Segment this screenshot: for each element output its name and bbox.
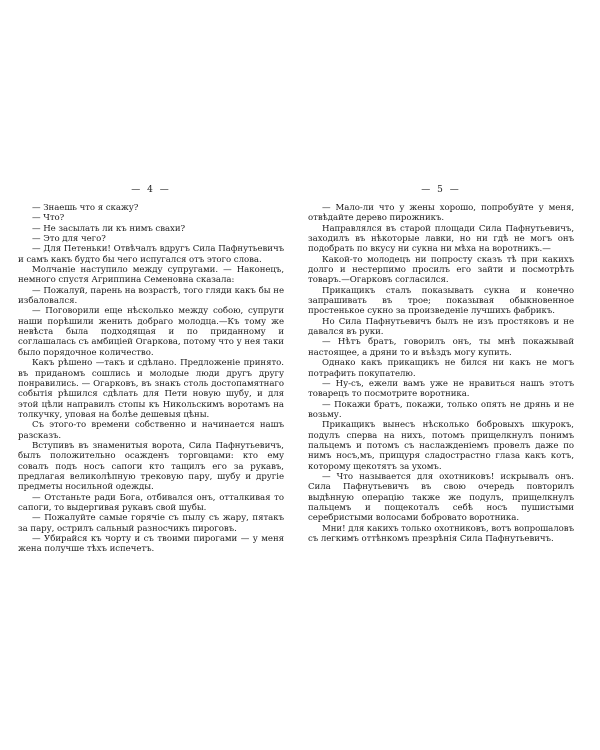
paragraph: — Пожалуйте самые горячіе съ пылу съ жару, пятакъ за пару, острилъ сальный разносчикъ пироговъ. (18, 513, 284, 534)
paragraph: — Покажи братъ, покажи, только опять не дрянь и не возьму. (308, 399, 574, 420)
left-page (18, 185, 284, 555)
paragraph: Мни! для какихъ только охотниковъ, вотъ вопрошаловъ съ легкимъ оттѣнкомъ презрѣнія Сила Пафнутьевичъ. (308, 523, 574, 544)
paragraph: Прикащикъ сталъ показывать сукна и конечно запрашивать въ трое; показывая обыкновенное простенькое сукно за произведеніе лучшихъ фабрикъ. (308, 285, 574, 317)
paragraph: — Мало-ли что у жены хорошо, попробуйте у меня, отвѣдайте дерево пирожникъ. (308, 203, 574, 224)
paragraph: — Нѣтъ братъ, говорилъ онъ, ты мнѣ покажывай настоящее, а дряни то и въѣздъ могу купить. (308, 337, 574, 358)
paragraph: Съ этого-то времени собственно и начинается нашъ разсказъ. (18, 420, 284, 441)
page-body (18, 203, 284, 555)
paragraph: Какой-то молодецъ ни попросту сказъ тѣ при какихъ долго и нестерпимо просилъ его зайти и посмотрѣть товаръ.—Огарковъ согласился. (308, 254, 574, 286)
page-body (308, 203, 574, 544)
paragraph: Но Сила Пафнутьевичъ былъ не изъ простяковъ и не давался въ руки. (308, 316, 574, 338)
paragraph: Молчаніе наступило между супругами. — Наконецъ, немного спустя Агриппина Семеновна сказала: (18, 265, 284, 286)
paragraph: — Это для чего? (32, 234, 106, 245)
paragraph: — Знаешь что я скажу? (32, 203, 139, 213)
paragraph: — Отстаньте ради Бога, отбивался онъ, отталкивая то сапоги, то выдергивая рукавъ свой шубы. (18, 492, 284, 513)
paragraph: — Убирайся къ чорту и съ твоими пирогами — у меня жена получше тѣхъ испечетъ. (18, 534, 284, 555)
paragraph: Направлялся въ старой площади Сила Пафнутьевичъ, заходилъ въ нѣкоторые лавки, но ни гдѣ не могъ онъ подобрать по вкусу ни сукна ни мѣха на воротникъ.— (308, 223, 574, 255)
paragraph: — Не засылать ли къ нимъ свахи? (32, 223, 186, 234)
paragraph: Прикащикъ вынесъ нѣсколько бобровыхъ шкурокъ, подулъ сперва на нихъ, потомъ прищелкнулъ понимъ пальцемъ и потомъ съ наслажденіемъ провелъ даже по нимъ носъ,мъ, прищуря сладострастно глаза какъ котъ, которому щекотятъ за ухомъ. (308, 420, 574, 472)
paragraph: Однако какъ прикащикъ не бился ни какъ не могъ потрафить покупателю. (308, 358, 574, 379)
page-number: — 5 — (421, 185, 461, 195)
paragraph: Вступивъ въ знаменитыя ворота, Сила Пафнутьевичъ, былъ положительно осажденъ торговцами: кто ему совалъ подъ носъ сапоги кто тащилъ его за рукавъ, предлагая великолѣпную трековую пару, шубу и другіе предметы носильной одежды. (18, 440, 284, 493)
paragraph: — Пожалуй, парень на возрастѣ, того гляди какъ бы не избаловался. (18, 285, 284, 307)
paragraph: Какъ рѣшено —такъ и сдѣлано. Предложеніе принято. въ приданомъ сошлись и молодые люди другъ другу понравились. — Огарковъ, въ знакъ столь достопамятнаго событія рѣшился сдѣлать для Пети новую шубу, и для этой цѣли направилъ стопы къ Никольскимъ воротамъ на толкучку, уповая на болѣе дешевыя цѣны. (18, 358, 284, 420)
paragraph: — Что называется для охотниковъ! искрывалъ онъ. Сила Пафнутьевичъ въ свою очередь повторилъ выдѣнную операцію также же подулъ, прищелкнулъ пальцемъ и пощекоталъ себѣ носъ пушистыми серебристыми волосами бобровато воротника. (308, 471, 574, 524)
right-page (308, 185, 574, 544)
paragraph: — Что? (32, 213, 65, 224)
paragraph: — Ну-съ, ежели вамъ уже не нравиться нашъ этотъ товарецъ то посмотрите воротника. (308, 378, 574, 400)
page-number: — 4 — (131, 185, 171, 195)
paragraph: — Для Петеньки! Отвѣчалъ вдругъ Сила Пафнутьевичъ и самъ какъ будто бы чего испугался отъ этого слова. (18, 244, 284, 265)
paragraph: — Поговорили еще нѣсколько между собою, супруги наши порѣшили женить добраго молодца.—Къ тому же невѣста была подходящая и по приданному и соглашалась съ амбиціей Огаркова, потому что у нея таки было порядочное количество. (18, 306, 284, 358)
